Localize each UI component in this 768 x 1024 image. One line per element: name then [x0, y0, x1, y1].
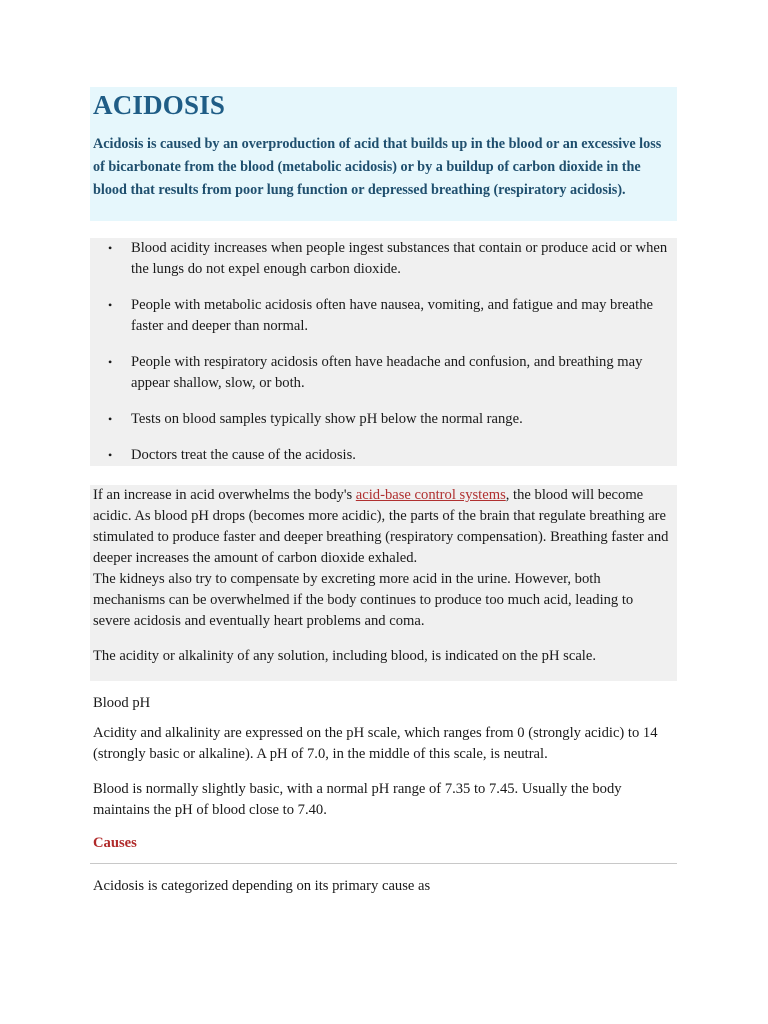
list-item-text: Blood acidity increases when people ingest substances that contain or produce acid or when the lungs do not expel enough carbon dioxide. [131, 240, 668, 277]
list-item [90, 409, 677, 445]
kidneys-paragraph: The kidneys also try to compensate by excreting more acid in the urine. However, both mechanisms can be overwhelmed if the body continues to produce too much acid, leading to severe acidosis and eventually heart problems and coma. [90, 569, 677, 639]
list-item-text: People with respiratory acidosis often have headache and confusion, and breathing may appear shallow, slow, or both. [131, 354, 643, 391]
paragraph-text: If an increase in acid overwhelms the body's [93, 487, 356, 503]
ph-scale-paragraph: The acidity or alkalinity of any solution, including blood, is indicated on the pH scale. [90, 639, 677, 681]
bullet-icon: • [108, 241, 113, 255]
list-item [90, 295, 677, 352]
intro-paragraph: Acidosis is caused by an overproduction of acid that builds up in the blood or an excessive loss of bicarbonate from the blood (metabolic acidosis) or by a buildup of carbon dioxide in the blood that results from poor lung function or depressed breathing (respiratory acidosis). [93, 136, 662, 198]
blood-ph-heading: Blood pH [93, 695, 151, 711]
causes-heading: Causes [93, 835, 137, 851]
list-item-text: Tests on blood samples typically show pH below the normal range. [131, 411, 523, 427]
key-points-list [90, 238, 677, 466]
acid-base-control-systems-link[interactable]: acid-base control systems [355, 487, 506, 503]
bullet-icon: • [108, 448, 113, 462]
document-page [90, 87, 677, 897]
page-title: ACIDOSIS [93, 90, 226, 120]
section-divider [90, 863, 677, 864]
compensation-paragraph [90, 485, 677, 569]
causes-intro-paragraph: Acidosis is categorized depending on its primary cause as [93, 878, 431, 894]
list-item [90, 352, 677, 409]
paragraph-text: , the blood will become acidic. As blood pH drops (becomes more acidic), the parts of the brain that regulate breathing are stimulated to produce faster and deeper breathing (respiratory compensation). Breathing faster and deeper increases the amount of carbon dioxide exhaled. [93, 487, 669, 566]
bullet-icon: • [108, 412, 113, 426]
acidity-alkalinity-paragraph: Acidity and alkalinity are expressed on the pH scale, which ranges from 0 (strongly acidic) to 14 (strongly basic or alkaline). A pH of 7.0, in the middle of this scale, is neutral. [93, 725, 658, 762]
list-item-text: Doctors treat the cause of the acidosis. [131, 447, 356, 463]
normal-ph-paragraph: Blood is normally slightly basic, with a normal pH range of 7.35 to 7.45. Usually the body maintains the pH of blood close to 7.40. [93, 781, 622, 818]
list-item [90, 445, 677, 466]
intro-box [90, 87, 677, 221]
bullet-icon: • [108, 298, 113, 312]
list-item-text: People with metabolic acidosis often have nausea, vomiting, and fatigue and may breathe faster and deeper than normal. [131, 297, 653, 334]
bullet-icon: • [108, 355, 113, 369]
list-item [90, 238, 677, 295]
